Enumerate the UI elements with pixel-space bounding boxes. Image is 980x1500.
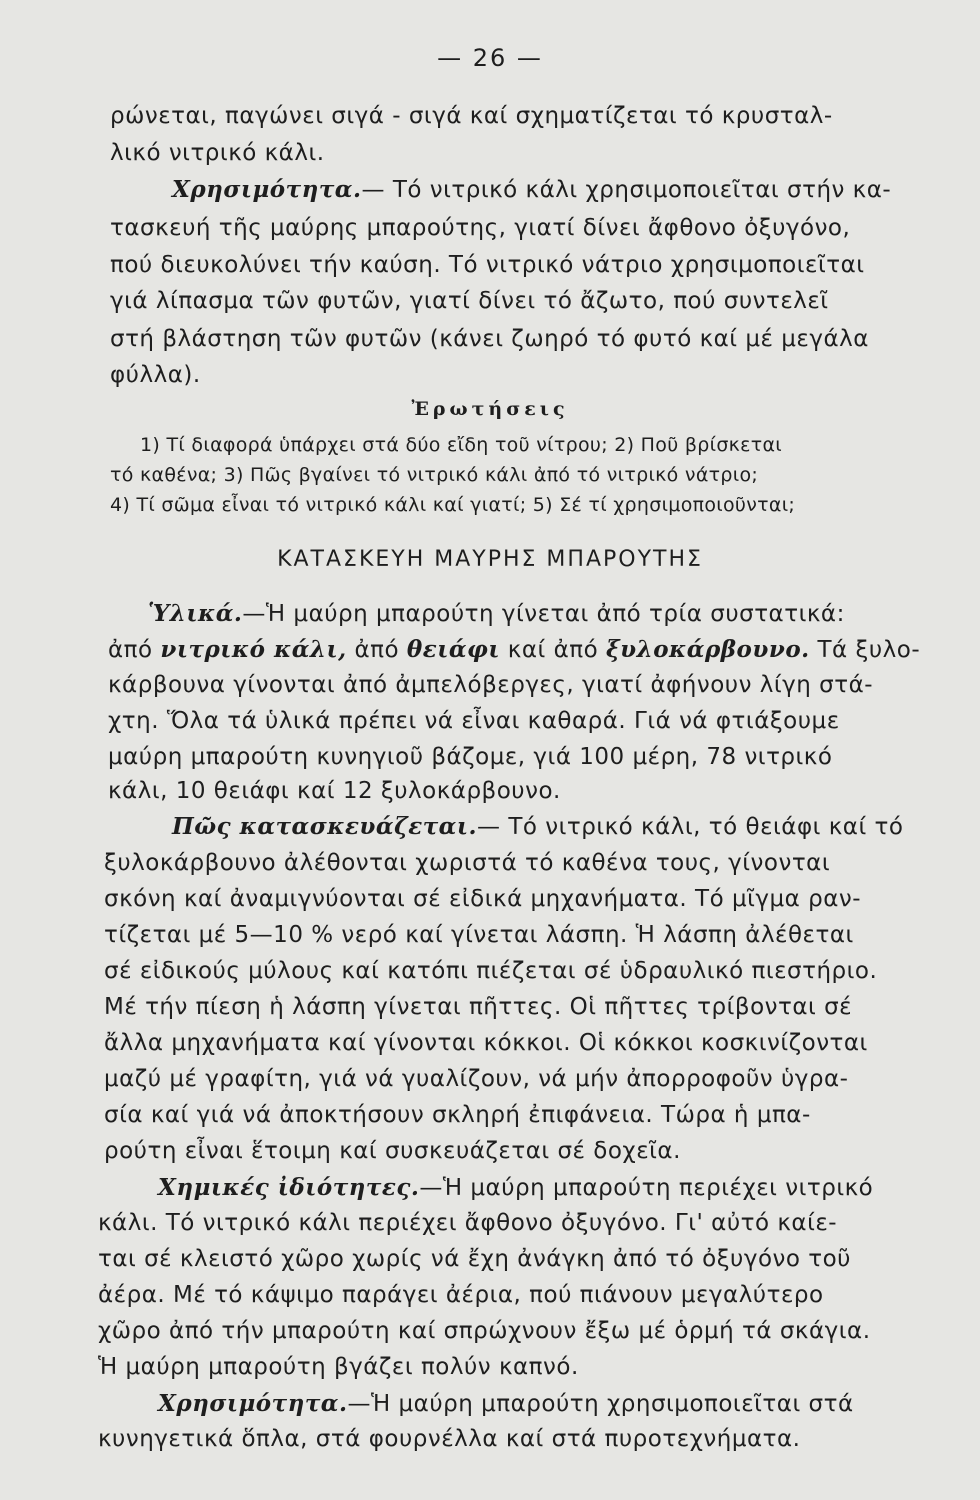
text-segment: ἀπό [108,637,161,663]
text-segment: —Ἡ μαύρη μπαρούτη περιέχει νιτρικό [419,1175,874,1201]
paragraph-label: Χρησιμότητα. [172,176,362,203]
text-segment: ἀπό [346,637,407,663]
text-line [158,1390,854,1417]
paragraph-label: Ὑλικά. [148,600,243,627]
text-line: μαύρη μπαρούτη κυνηγιοῦ βάζομε, γιά 100 μέρη, 78 νιτρικό [108,744,833,770]
text-line: στή βλάστηση τῶν φυτῶν (κάνει ζωηρό τό φυτό καί μέ μεγάλα [110,326,869,352]
text-line: σκόνη καί ἀναμιγνύονται σέ εἰδικά μηχανήματα. Τό μῖγμα ραν- [104,886,862,912]
text-line: κυνηγετικά ὅπλα, στά φουρνέλλα καί στά πυροτεχνήματα. [98,1426,801,1452]
text-line: σέ εἰδικούς μύλους καί κατόπι πιέζεται σέ ὑδραυλικό πιεστήριο. [104,958,878,984]
text-segment: καί ἀπό [499,637,606,663]
text-line: ἀέρα. Μέ τό κάψιμο παράγει ἀέρια, πού πιάνουν μεγαλύτερο [98,1282,824,1308]
paragraph-label: Πῶς κατασκευάζεται. [172,813,478,840]
text-line [148,600,845,627]
text-segment: —Ἡ μαύρη μπαρούτη γίνεται ἀπό τρία συστατικά: [242,601,845,627]
text-line: Ἡ μαύρη μπαρούτη βγάζει πολύν καπνό. [98,1354,579,1380]
text-line: τασκευή τῆς μαύρης μπαρούτης, γιατί δίνει ἄφθονο ὀξυγόνο, [110,215,851,241]
emphasis-term: νιτρικό κάλι, [160,636,347,663]
emphasis-term: ξυλοκάρβουνο. [606,636,810,663]
text-line: κάλι. Τό νιτρικό κάλι περιέχει ἄφθονο ὀξυγόνο. Γι' αὐτό καίε- [98,1210,838,1236]
text-line: πού διευκολύνει τήν καύση. Τό νιτρικό νάτριο χρησιμοποιεῖται [110,252,865,278]
text-line: κάρβουνα γίνονται ἀπό ἀμπελόβεργες, γιατί ἀφήνουν λίγη στά- [108,672,874,698]
text-line: μαζύ μέ γραφίτη, γιά νά γυαλίζουν, νά μήν ἀπορροφοῦν ὑγρα- [104,1066,849,1092]
text-line: φύλλα). [110,362,201,388]
text-segment: — Τό νιτρικό κάλι χρησιμοποιεῖται στήν κα- [361,177,892,203]
text-line: χῶρο ἀπό τήν μπαρούτη καί σπρώχνουν ἔξω μέ ὁρμή τά σκάγια. [98,1318,871,1344]
text-line: ἄλλα μηχανήματα καί γίνονται κόκκοι. Οἱ κόκκοι κοσκινίζονται [104,1030,868,1056]
question-line: 4) Τί σῶμα εἶναι τό νιτρικό κάλι καί γιατί; 5) Σέ τί χρησιμοποιοῦνται; [110,494,796,516]
chapter-heading: ΚΑΤΑΣΚΕΥΗ ΜΑΥΡΗΣ ΜΠΑΡΟΥΤΗΣ [277,547,703,572]
text-line: τίζεται μέ 5—10 % νερό καί γίνεται λάσπη. Ἡ λάσπη ἀλέθεται [104,922,854,948]
text-line: Μέ τήν πίεση ἡ λάσπη γίνεται πῆττες. Οἱ πῆττες τρίβονται σέ [104,994,853,1020]
text-line: χτη. Ὅλα τά ὑλικά πρέπει νά εἶναι καθαρά. Γιά νά φτιάξουμε [108,708,840,734]
emphasis-term: θειάφι [406,636,500,663]
text-line [158,1174,873,1201]
text-line: ται σέ κλειστό χῶρο χωρίς νά ἔχη ἀνάγκη ἀπό τό ὀξυγόνο τοῦ [98,1246,851,1272]
text-segment: —Ἡ μαύρη μπαρούτη χρησιμοποιεῖται στά [347,1391,854,1417]
text-line [108,636,920,663]
text-line: λικό νιτρικό κάλι. [110,140,325,166]
text-segment: Τά ξυλο- [809,637,921,663]
paragraph-label: Χημικές ἰδιότητες. [158,1174,420,1201]
text-line: γιά λίπασμα τῶν φυτῶν, γιατί δίνει τό ἄζωτο, πού συντελεῖ [110,288,829,314]
page-number: — 26 — [437,44,543,72]
questions-title: Ἐρωτήσεις [411,398,569,420]
text-line [172,176,891,203]
text-line: κάλι, 10 θειάφι καί 12 ξυλοκάρβουνο. [108,778,561,804]
text-line: ρούτη εἶναι ἕτοιμη καί συσκευάζεται σέ δοχεῖα. [104,1138,681,1164]
question-line: 1) Τί διαφορά ὑπάρχει στά δύο εἴδη τοῦ νίτρου; 2) Ποῦ βρίσκεται [140,434,783,456]
text-line: ρώνεται, παγώνει σιγά - σιγά καί σχηματίζεται τό κρυσταλ- [110,103,833,129]
text-line [172,813,903,840]
question-line: τό καθένα; 3) Πῶς βγαίνει τό νιτρικό κάλι ἀπό τό νιτρικό νάτριο; [110,464,759,486]
text-segment: — Τό νιτρικό κάλι, τό θειάφι καί τό [477,814,904,840]
text-line: ξυλοκάρβουνο ἀλέθονται χωριστά τό καθένα τους, γίνονται [104,850,831,876]
text-line: σία καί γιά νά ἀποκτήσουν σκληρή ἐπιφάνεια. Τώρα ἡ μπα- [104,1102,811,1128]
paragraph-label: Χρησιμότητα. [158,1390,348,1417]
